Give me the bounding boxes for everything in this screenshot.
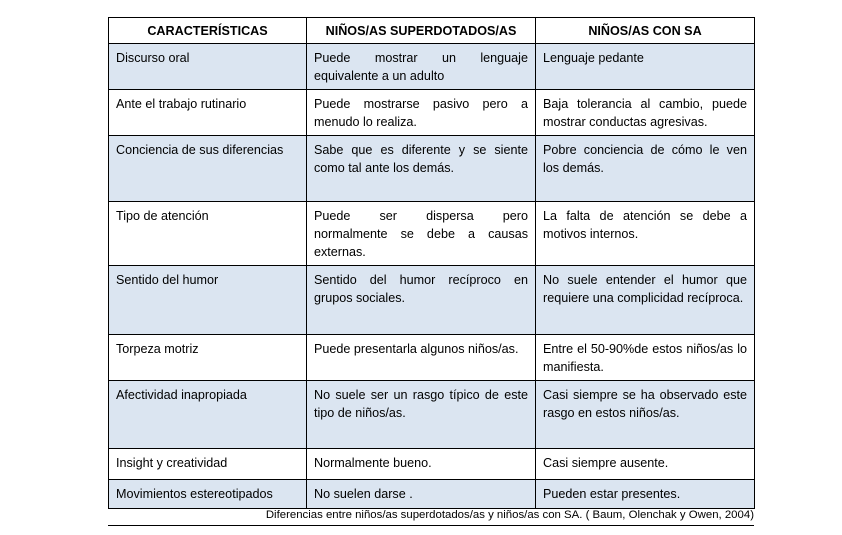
- con-sa-cell: Lenguaje pedante: [536, 44, 755, 90]
- superdotados-cell: Puede presentarla algunos niños/as.: [307, 335, 536, 381]
- characteristic-cell: Discurso oral: [109, 44, 307, 90]
- table-row: [109, 266, 755, 335]
- header-caracteristicas: CARACTERÍSTICAS: [109, 18, 307, 44]
- con-sa-cell: Pueden estar presentes.: [536, 480, 755, 509]
- table-row: [109, 335, 755, 381]
- characteristic-cell: Tipo de atención: [109, 202, 307, 266]
- table-row: [109, 202, 755, 266]
- con-sa-cell: La falta de atención se debe a motivos internos.: [536, 202, 755, 266]
- header-con-sa: NIÑOS/AS CON SA: [536, 18, 755, 44]
- characteristic-cell: Conciencia de sus diferencias: [109, 136, 307, 202]
- superdotados-cell: Puede ser dispersa pero normalmente se debe a causas externas.: [307, 202, 536, 266]
- table-row: [109, 480, 755, 509]
- con-sa-cell: No suele entender el humor que requiere una complicidad recíproca.: [536, 266, 755, 335]
- superdotados-cell: Puede mostrar un lenguaje equivalente a un adulto: [307, 44, 536, 90]
- comparison-table-container: [108, 17, 754, 509]
- con-sa-cell: Entre el 50-90%de estos niños/as lo manifiesta.: [536, 335, 755, 381]
- table-row: [109, 90, 755, 136]
- superdotados-cell: No suelen darse .: [307, 480, 536, 509]
- characteristic-cell: Insight y creatividad: [109, 449, 307, 480]
- characteristic-cell: Afectividad inapropiada: [109, 381, 307, 449]
- header-row: [109, 18, 755, 44]
- characteristic-cell: Ante el trabajo rutinario: [109, 90, 307, 136]
- con-sa-cell: Baja tolerancia al cambio, puede mostrar conductas agresivas.: [536, 90, 755, 136]
- table-body: [109, 44, 755, 509]
- table-row: [109, 44, 755, 90]
- superdotados-cell: Sabe que es diferente y se siente como tal ante los demás.: [307, 136, 536, 202]
- con-sa-cell: Pobre conciencia de cómo le ven los demás.: [536, 136, 755, 202]
- superdotados-cell: No suele ser un rasgo típico de este tipo de niños/as.: [307, 381, 536, 449]
- table-row: [109, 449, 755, 480]
- superdotados-cell: Sentido del humor recíproco en grupos sociales.: [307, 266, 536, 335]
- table-row: [109, 136, 755, 202]
- table-caption: Diferencias entre niños/as superdotados/as y niños/as con SA. ( Baum, Olenchak y Owen, 2004): [108, 507, 754, 526]
- characteristic-cell: Torpeza motriz: [109, 335, 307, 381]
- superdotados-cell: Normalmente bueno.: [307, 449, 536, 480]
- characteristic-cell: Movimientos estereotipados: [109, 480, 307, 509]
- superdotados-cell: Puede mostrarse pasivo pero a menudo lo realiza.: [307, 90, 536, 136]
- characteristic-cell: Sentido del humor: [109, 266, 307, 335]
- con-sa-cell: Casi siempre ausente.: [536, 449, 755, 480]
- header-superdotados: NIÑOS/AS SUPERDOTADOS/AS: [307, 18, 536, 44]
- table-row: [109, 381, 755, 449]
- con-sa-cell: Casi siempre se ha observado este rasgo en estos niños/as.: [536, 381, 755, 449]
- comparison-table: [108, 17, 755, 509]
